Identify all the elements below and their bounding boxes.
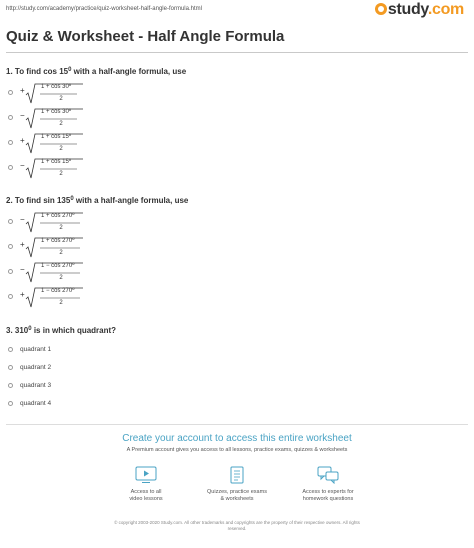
feature-label-line: homework questions bbox=[302, 496, 354, 502]
video-icon bbox=[135, 466, 157, 484]
logo-mark-icon bbox=[375, 3, 387, 15]
q2-option-b[interactable] bbox=[8, 236, 208, 258]
copyright-notice bbox=[0, 520, 474, 532]
logo-suffix: .com bbox=[427, 1, 464, 18]
question-2 bbox=[6, 196, 188, 205]
option-denominator: 2 bbox=[59, 225, 63, 231]
question-2-text-end: with a half-angle formula, use bbox=[73, 196, 189, 205]
page-url: http://study.com/academy/practice/quiz-worksheet-half-angle-formula.html bbox=[6, 6, 202, 12]
option-sign: − bbox=[20, 215, 25, 224]
question-3 bbox=[6, 326, 116, 335]
copyright-line: reserved. bbox=[227, 526, 247, 531]
feature-label bbox=[283, 489, 373, 503]
option-label: quadrant 2 bbox=[20, 364, 52, 371]
radio-button[interactable] bbox=[8, 165, 13, 170]
question-3-text-end: is in which quadrant? bbox=[31, 326, 117, 335]
option-sign: − bbox=[20, 265, 25, 274]
question-1-text: To find cos 15 bbox=[14, 67, 69, 76]
feature-label-line: Quizzes, practice exams bbox=[207, 489, 267, 495]
question-3-number: 3. bbox=[6, 326, 13, 335]
option-numerator: 1 + cos 15º bbox=[41, 134, 72, 140]
option-denominator: 2 bbox=[59, 275, 63, 281]
option-sign: − bbox=[20, 111, 25, 120]
radio-button[interactable] bbox=[8, 140, 13, 145]
title-divider bbox=[6, 52, 468, 53]
q1-option-c[interactable] bbox=[8, 132, 208, 154]
feature-experts bbox=[283, 466, 373, 503]
option-numerator: 1 + cos 270º bbox=[41, 238, 75, 244]
question-3-degree: 0 bbox=[28, 326, 32, 332]
option-sign: + bbox=[20, 86, 25, 95]
promo-subtitle: A Premium account gives you access to all lessons, practice exams, quizzes & worksheets bbox=[126, 447, 348, 453]
option-label: quadrant 3 bbox=[20, 382, 52, 389]
option-sign: + bbox=[20, 136, 25, 145]
top-bar bbox=[0, 0, 474, 20]
option-sign: + bbox=[20, 240, 25, 249]
option-label: quadrant 1 bbox=[20, 346, 52, 353]
q3-option-b[interactable] bbox=[8, 363, 208, 375]
q1-option-b[interactable] bbox=[8, 107, 208, 129]
question-2-number: 2. bbox=[6, 196, 13, 205]
feature-label-line: video lessons bbox=[129, 496, 163, 502]
option-denominator: 2 bbox=[59, 121, 63, 127]
q3-option-d[interactable] bbox=[8, 399, 208, 411]
q3-option-a[interactable] bbox=[8, 345, 208, 357]
q3-option-c[interactable] bbox=[8, 381, 208, 393]
logo-brand: study bbox=[387, 1, 428, 18]
feature-label bbox=[101, 489, 191, 503]
radio-button[interactable] bbox=[8, 347, 13, 352]
question-1-number: 1. bbox=[6, 67, 13, 76]
radio-button[interactable] bbox=[8, 365, 13, 370]
radio-button[interactable] bbox=[8, 219, 13, 224]
feature-label-line: & worksheets bbox=[220, 496, 254, 502]
option-denominator: 2 bbox=[59, 146, 63, 152]
option-numerator: 1 − cos 270º bbox=[41, 263, 75, 269]
q1-option-d[interactable] bbox=[8, 157, 208, 179]
question-1 bbox=[6, 67, 186, 76]
option-sign: − bbox=[20, 161, 25, 170]
chat-icon bbox=[317, 466, 339, 484]
copyright-line: © copyright 2003-2020 Study.com. All other trademarks and copyrights are the property of their respective owners. All rights bbox=[114, 520, 360, 525]
option-numerator: 1 + cos 15º bbox=[41, 159, 72, 165]
page-title: Quiz & Worksheet - Half Angle Formula bbox=[6, 28, 285, 45]
radio-button[interactable] bbox=[8, 244, 13, 249]
q2-option-a[interactable] bbox=[8, 211, 208, 233]
option-denominator: 2 bbox=[59, 171, 63, 177]
radio-button[interactable] bbox=[8, 294, 13, 299]
study-logo[interactable] bbox=[375, 1, 464, 19]
option-numerator: 1 + cos 270º bbox=[41, 213, 75, 219]
q2-option-d[interactable] bbox=[8, 286, 208, 308]
option-denominator: 2 bbox=[59, 250, 63, 256]
radio-button[interactable] bbox=[8, 269, 13, 274]
radio-button[interactable] bbox=[8, 401, 13, 406]
question-2-text: To find sin 135 bbox=[14, 196, 71, 205]
option-sign: + bbox=[20, 290, 25, 299]
option-numerator: 1 + cos 30º bbox=[41, 84, 72, 90]
feature-label bbox=[192, 489, 282, 503]
option-denominator: 2 bbox=[59, 300, 63, 306]
radio-button[interactable] bbox=[8, 383, 13, 388]
radio-button[interactable] bbox=[8, 90, 13, 95]
option-denominator: 2 bbox=[59, 96, 63, 102]
feature-label-line: Access to experts for bbox=[302, 489, 354, 495]
q1-option-a[interactable] bbox=[8, 82, 208, 104]
option-numerator: 1 + cos 30º bbox=[41, 109, 72, 115]
option-numerator: 1 − cos 270º bbox=[41, 288, 75, 294]
worksheet-icon bbox=[226, 466, 248, 484]
option-label: quadrant 4 bbox=[20, 400, 52, 407]
question-3-text: 310 bbox=[14, 326, 29, 335]
feature-quizzes bbox=[192, 466, 282, 503]
footer-divider bbox=[6, 424, 468, 425]
radio-button[interactable] bbox=[8, 115, 13, 120]
feature-video-lessons bbox=[101, 466, 191, 503]
feature-label-line: Access to all bbox=[130, 489, 162, 495]
question-1-degree: 0 bbox=[68, 67, 72, 73]
promo-title[interactable]: Create your account to access this entire worksheet bbox=[122, 433, 352, 444]
question-1-text-end: with a half-angle formula, use bbox=[71, 67, 187, 76]
question-2-degree: 0 bbox=[70, 196, 74, 202]
q2-option-c[interactable] bbox=[8, 261, 208, 283]
